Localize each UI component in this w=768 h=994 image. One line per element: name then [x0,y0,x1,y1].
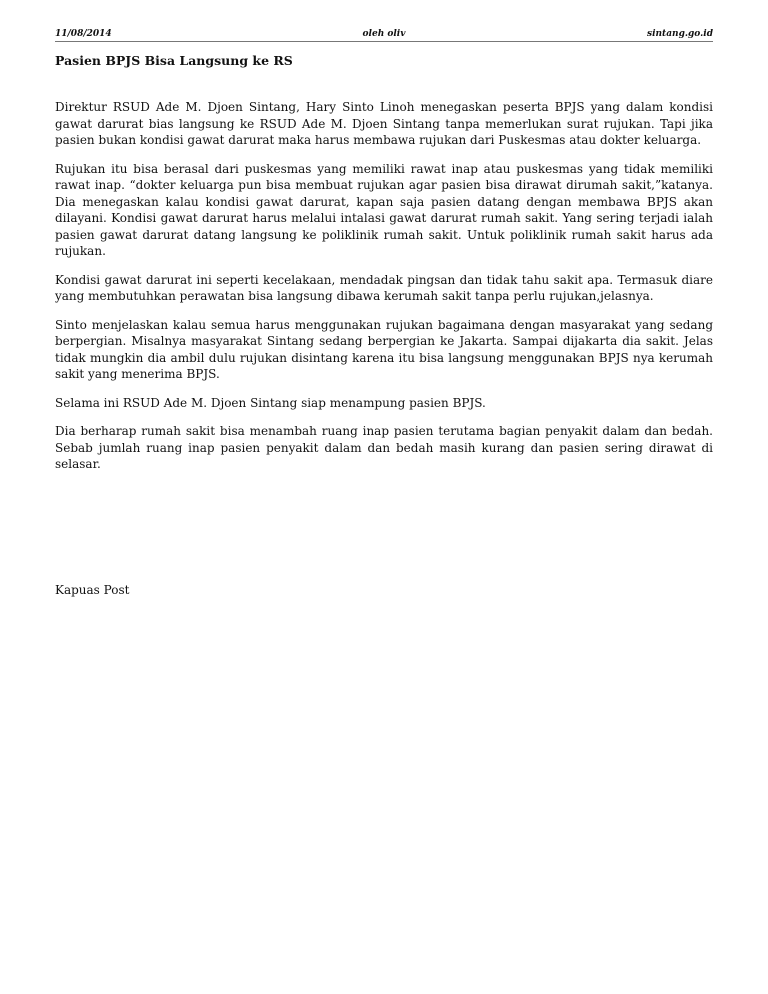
paragraph-5: Selama ini RSUD Ade M. Djoen Sintang siap menampung pasien BPJS. [55,395,486,410]
paragraph-6: Dia berharap rumah sakit bisa menambah ruang inap pasien terutama bagian penyakit dalam dan bedah. Sebab jumlah ruang inap pasien penyakit dalam dan bedah masih kurang dan pasien sering dirawat di selasar. [55,424,713,471]
article-body [55,99,713,485]
paragraph-2: Rujukan itu bisa berasal dari puskesmas yang memiliki rawat inap atau puskesmas yang tidak memiliki rawat inap. “dokter keluarga pun bisa membuat rujukan agar pasien bisa dirawat dirumah sakit,”katanya. Dia menegaskan kalau kondisi gawat darurat, kapan saja pasien datang dengan membawa BPJS akan dilayani. Kondisi gawat darurat harus melalui intalasi gawat darurat rumah sakit. Yang sering terjadi ialah pasien gawat darurat datang langsung ke poliklinik rumah sakit. Untuk poliklinik rumah sakit harus ada rujukan. [55,161,713,258]
page-header [55,29,713,42]
header-author: oleh oliv [362,29,406,39]
header-site: sintang.go.id [647,29,713,39]
article-source: Kapuas Post [55,583,130,597]
header-date: 11/08/2014 [55,29,112,39]
paragraph-3: Kondisi gawat darurat ini seperti kecelakaan, mendadak pingsan dan tidak tahu sakit apa. Termasuk diare yang membutuhkan perawatan bisa langsung dibawa kerumah sakit tanpa perlu rujukan,jelasnya. [55,272,713,303]
paragraph-1: Direktur RSUD Ade M. Djoen Sintang, Hary Sinto Linoh menegaskan peserta BPJS yang dalam kondisi gawat darurat bias langsung ke RSUD Ade M. Djoen Sintang tanpa memerlukan surat rujukan. Tapi jika pasien bukan kondisi gawat darurat maka harus membawa rujukan dari Puskesmas atau dokter keluarga. [55,100,713,147]
article-title: Pasien BPJS Bisa Langsung ke RS [55,53,293,68]
paragraph-4: Sinto menjelaskan kalau semua harus menggunakan rujukan bagaimana dengan masyarakat yang sedang berpergian. Misalnya masyarakat Sintang sedang berpergian ke Jakarta. Sampai dijakarta dia sakit. Jelas tidak mungkin dia ambil dulu rujukan disintang karena itu bisa langsung menggunakan BPJS nya kerumah sakit yang menerima BPJS. [55,317,713,381]
